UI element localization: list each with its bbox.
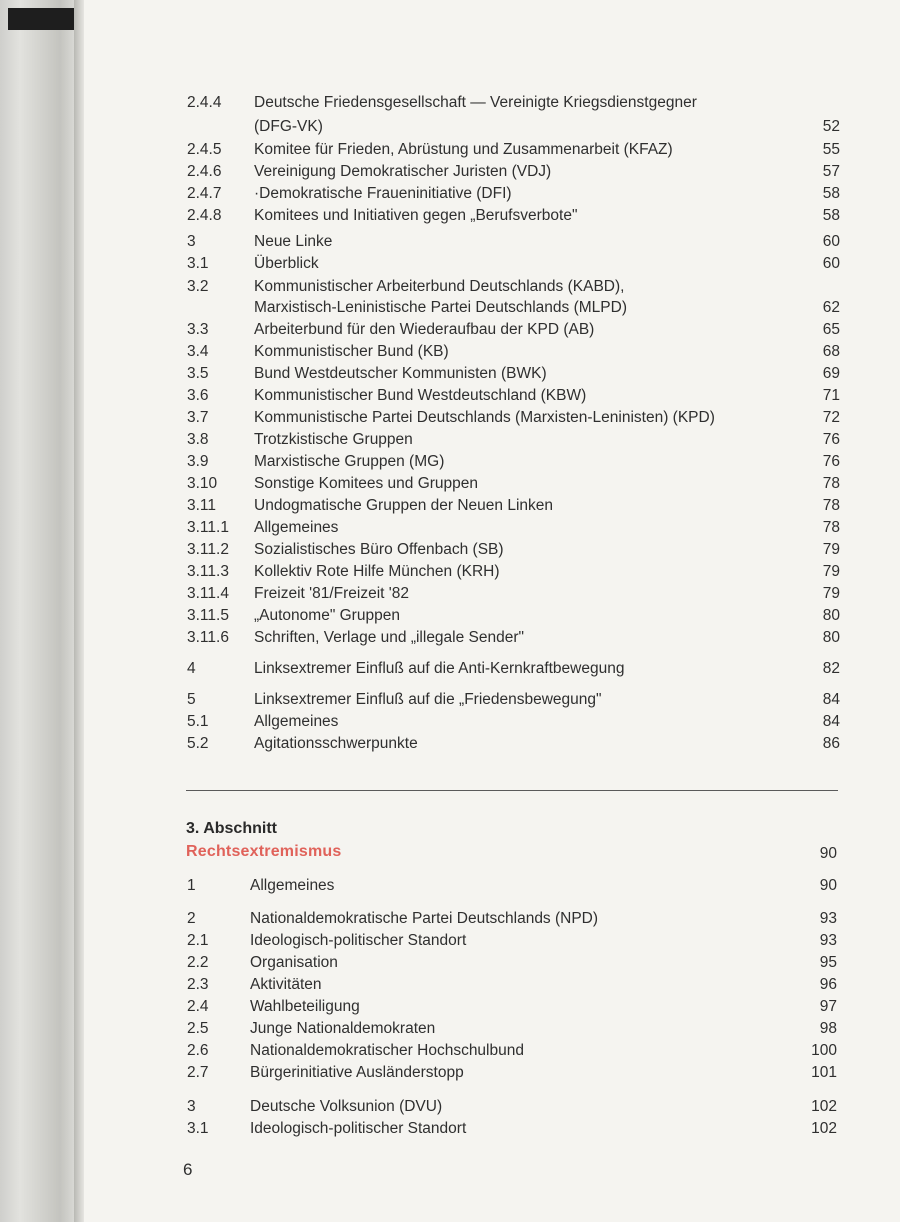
toc-entry-page: 86 — [822, 735, 840, 752]
toc-entry-title: Deutsche Friedensgesellschaft — Vereinigte Kriegsdienstgegner — [254, 94, 697, 111]
toc-entry-number: 3.6 — [187, 387, 209, 404]
toc-entry-page: 100 — [811, 1042, 837, 1059]
toc-entry-number: 3.10 — [187, 475, 218, 492]
toc-entry — [0, 474, 900, 498]
toc-entry-title: Linksextremer Einfluß auf die Anti-Kernkraftbewegung — [254, 660, 625, 677]
toc-entry — [0, 1063, 900, 1087]
toc-entry-title: (DFG-VK) — [254, 118, 323, 135]
toc-entry — [0, 953, 900, 977]
toc-entry-title: Komitees und Initiativen gegen „Berufsverbote" — [254, 207, 578, 224]
toc-entry-title: Kommunistischer Bund (KB) — [254, 343, 449, 360]
toc-entry-page: 60 — [822, 255, 840, 272]
toc-entry-page: 55 — [822, 141, 840, 158]
toc-entry — [0, 518, 900, 542]
toc-entry-number: 5 — [187, 691, 196, 708]
toc-entry-title: Schriften, Verlage und „illegale Sender" — [254, 629, 525, 646]
toc-entry — [0, 430, 900, 454]
toc-entry-number: 3.2 — [187, 278, 209, 295]
toc-entry-number: 3.11.2 — [187, 541, 229, 558]
toc-entry-title: Überblick — [254, 255, 319, 272]
toc-entry-page: 97 — [819, 998, 837, 1015]
toc-entry-title: Bürgerinitiative Ausländerstopp — [250, 1064, 464, 1081]
toc-entry-title: Marxistisch-Leninistische Partei Deutschlands (MLPD) — [254, 299, 627, 316]
toc-entry-page: 98 — [819, 1020, 837, 1037]
toc-entry — [0, 606, 900, 630]
toc-entry-number: 2.3 — [187, 976, 209, 993]
toc-entry-number: 3.8 — [187, 431, 209, 448]
toc-entry-number: 2.1 — [187, 932, 209, 949]
toc-entry — [0, 386, 900, 410]
toc-entry-title: Nationaldemokratischer Hochschulbund — [250, 1042, 524, 1059]
toc-entry — [0, 909, 900, 933]
toc-entry-page: 62 — [822, 299, 840, 316]
toc-entry-page: 60 — [822, 233, 840, 250]
toc-entry-title: Kommunistischer Arbeiterbund Deutschlands (KABD), — [254, 278, 625, 295]
toc-entry — [0, 690, 900, 714]
toc-entry-number: 3 — [187, 1098, 196, 1115]
section-page-number: 90 — [819, 845, 837, 862]
toc-entry — [0, 1119, 900, 1143]
toc-entry-title: Wahlbeteiligung — [250, 998, 360, 1015]
toc-entry-number: 2 — [187, 910, 196, 927]
toc-entry-title: Vereinigung Demokratischer Juristen (VDJ) — [254, 163, 552, 180]
toc-entry — [0, 734, 900, 758]
toc-entry-number: 4 — [187, 660, 196, 677]
toc-entry-number: 3.11.4 — [187, 585, 229, 602]
toc-entry — [0, 496, 900, 520]
toc-entry-number: 2.4.5 — [187, 141, 222, 158]
toc-entry-title: Komitee für Frieden, Abrüstung und Zusammenarbeit (KFAZ) — [254, 141, 673, 158]
toc-entry-title: Organisation — [250, 954, 338, 971]
toc-entry-title: Freizeit '81/Freizeit '82 — [254, 585, 409, 602]
toc-entry-title: Kommunistische Partei Deutschlands (Marxisten-Leninisten) (KPD) — [254, 409, 715, 426]
toc-entry-title: „Autonome" Gruppen — [254, 607, 400, 624]
toc-entry-title: Marxistische Gruppen (MG) — [254, 453, 445, 470]
page-number: 6 — [183, 1160, 193, 1179]
toc-entry-page: 69 — [822, 365, 840, 382]
toc-entry-number: 2.6 — [187, 1042, 209, 1059]
toc-entry-title: Allgemeines — [254, 713, 339, 730]
toc-entry-page: 58 — [822, 185, 840, 202]
toc-entry — [0, 162, 900, 186]
toc-entry-title: Kommunistischer Bund Westdeutschland (KBW) — [254, 387, 587, 404]
toc-entry-number: 3.11.5 — [187, 607, 229, 624]
toc-entry-title: Junge Nationaldemokraten — [250, 1020, 436, 1037]
toc-entry-title: Neue Linke — [254, 233, 333, 250]
toc-entry — [0, 712, 900, 736]
toc-entry-number: 5.1 — [187, 713, 209, 730]
toc-entry — [0, 540, 900, 564]
toc-entry — [0, 876, 900, 900]
toc-entry-number: 2.4 — [187, 998, 209, 1015]
toc-entry — [0, 1041, 900, 1065]
toc-entry-page: 76 — [822, 431, 840, 448]
toc-entry-page: 78 — [822, 475, 840, 492]
toc-entry-title: Bund Westdeutscher Kommunisten (BWK) — [254, 365, 547, 382]
toc-entry-page: 78 — [822, 519, 840, 536]
toc-entry — [0, 140, 900, 164]
toc-entry — [0, 562, 900, 586]
toc-entry-page: 65 — [822, 321, 840, 338]
toc-entry-number: 3.5 — [187, 365, 209, 382]
toc-entry — [0, 254, 900, 278]
toc-entry-page: 79 — [822, 541, 840, 558]
toc-entry-page: 78 — [822, 497, 840, 514]
toc-entry-page: 84 — [822, 691, 840, 708]
toc-entry-page: 68 — [822, 343, 840, 360]
toc-entry-number: 3.11 — [187, 497, 217, 514]
toc-entry — [0, 659, 900, 683]
section-title: Rechtsextremismus — [186, 843, 342, 860]
toc-entry-page: 96 — [819, 976, 837, 993]
toc-entry — [0, 628, 900, 652]
toc-entry-title: Allgemeines — [254, 519, 339, 536]
toc-entry — [0, 93, 900, 117]
toc-entry — [0, 364, 900, 388]
toc-entry-number: 2.4.6 — [187, 163, 222, 180]
toc-entry-page: 72 — [822, 409, 840, 426]
toc-entry — [0, 320, 900, 344]
toc-entry-title: Nationaldemokratische Partei Deutschlands (NPD) — [250, 910, 599, 927]
toc-entry — [0, 408, 900, 432]
toc-entry-number: 3.11.1 — [187, 519, 229, 536]
toc-entry-title: Ideologisch-politischer Standort — [250, 1120, 467, 1137]
toc-entry-page: 76 — [822, 453, 840, 470]
toc-entry-title: Linksextremer Einfluß auf die „Friedensbewegung" — [254, 691, 602, 708]
section-label: 3. Abschnitt — [186, 820, 277, 837]
toc-entry-title: Trotzkistische Gruppen — [254, 431, 413, 448]
toc-entry-page: 95 — [819, 954, 837, 971]
toc-entry-page: 90 — [819, 877, 837, 894]
toc-entry-number: 1 — [187, 877, 196, 894]
toc-entry-number: 3.4 — [187, 343, 209, 360]
toc-entry — [0, 997, 900, 1021]
toc-entry-number: 3.9 — [187, 453, 209, 470]
toc-entry-number: 3.11.3 — [187, 563, 229, 580]
toc-entry-number: 3.1 — [187, 255, 209, 272]
toc-entry-title: Allgemeines — [250, 877, 335, 894]
toc-entry-number: 2.4.4 — [187, 94, 222, 111]
toc-entry — [0, 584, 900, 608]
toc-entry — [0, 232, 900, 256]
toc-entry — [0, 298, 900, 322]
toc-entry-page: 58 — [822, 207, 840, 224]
toc-entry — [0, 184, 900, 208]
toc-entry-page: 79 — [822, 585, 840, 602]
toc-entry-title: Sozialistisches Büro Offenbach (SB) — [254, 541, 504, 558]
toc-entry — [0, 975, 900, 999]
toc-entry-page: 93 — [819, 910, 837, 927]
toc-entry-title: Agitationsschwerpunkte — [254, 735, 418, 752]
toc-entry-title: Deutsche Volksunion (DVU) — [250, 1098, 443, 1115]
toc-entry-number: 3.7 — [187, 409, 209, 426]
toc-entry-title: Kollektiv Rote Hilfe München (KRH) — [254, 563, 500, 580]
toc-entry-number: 2.7 — [187, 1064, 209, 1081]
toc-entry-title: Arbeiterbund für den Wiederaufbau der KPD (AB) — [254, 321, 595, 338]
toc-entry-page: 80 — [822, 607, 840, 624]
toc-entry-title: Ideologisch-politischer Standort — [250, 932, 467, 949]
toc-entry — [0, 206, 900, 230]
toc-entry — [0, 342, 900, 366]
toc-entry — [0, 452, 900, 476]
toc-entry-title: Sonstige Komitees und Gruppen — [254, 475, 479, 492]
toc-entry-number: 2.5 — [187, 1020, 209, 1037]
toc-entry-number: 2.4.8 — [187, 207, 222, 224]
toc-entry-page: 102 — [811, 1120, 837, 1137]
toc-entry-title: Undogmatische Gruppen der Neuen Linken — [254, 497, 553, 514]
section-divider — [186, 790, 838, 791]
toc-entry-number: 3.3 — [187, 321, 209, 338]
toc-entry-number: 2.4.7 — [187, 185, 222, 202]
toc-entry-number: 3.1 — [187, 1120, 209, 1137]
toc-entry — [0, 1097, 900, 1121]
toc-entry-number: 3.11.6 — [187, 629, 229, 646]
toc-entry-number: 5.2 — [187, 735, 209, 752]
toc-entry-page: 52 — [822, 118, 840, 135]
toc-entry — [0, 117, 900, 141]
toc-entry-page: 71 — [822, 387, 840, 404]
toc-entry — [0, 931, 900, 955]
toc-entry-page: 93 — [819, 932, 837, 949]
toc-entry-number: 3 — [187, 233, 196, 250]
toc-entry-page: 57 — [822, 163, 840, 180]
toc-entry-title: ·Demokratische Fraueninitiative (DFI) — [254, 185, 512, 202]
toc-entry-page: 79 — [822, 563, 840, 580]
toc-entry-title: Aktivitäten — [250, 976, 322, 993]
toc-entry — [0, 1019, 900, 1043]
toc-entry-number: 2.2 — [187, 954, 209, 971]
toc-entry-page: 101 — [811, 1064, 837, 1081]
toc-entry-page: 82 — [822, 660, 840, 677]
toc-entry-page: 102 — [811, 1098, 837, 1115]
toc-entry-page: 80 — [822, 629, 840, 646]
toc-entry-page: 84 — [822, 713, 840, 730]
